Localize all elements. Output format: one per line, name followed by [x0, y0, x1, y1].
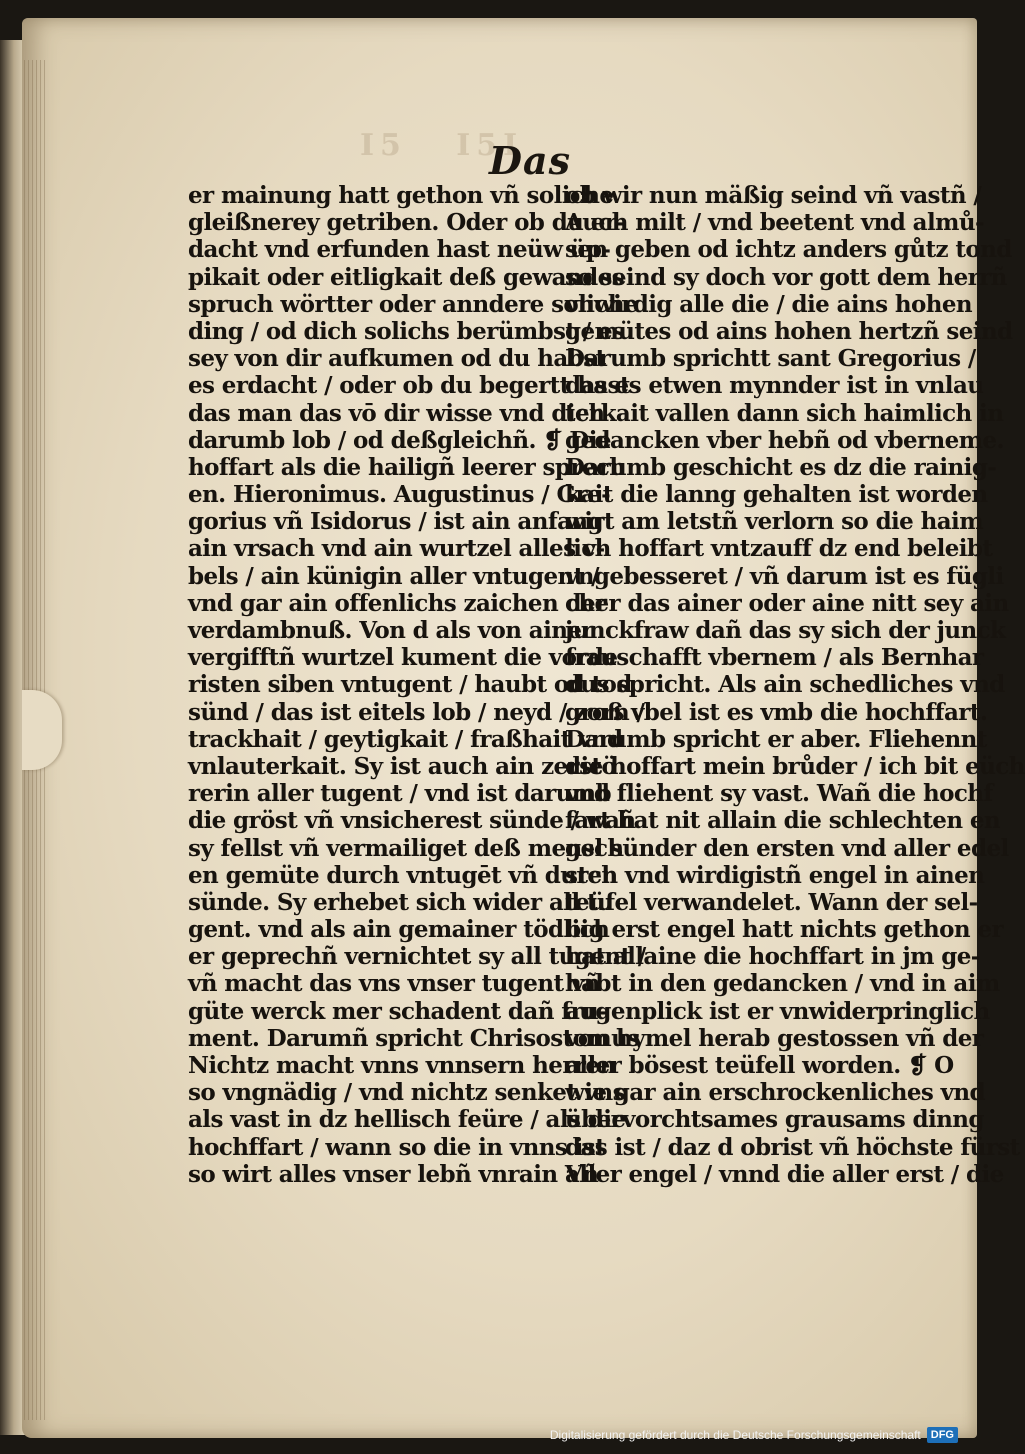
dfg-logo: DFG [927, 1427, 958, 1443]
text-line: aller engel / vnnd die aller erst / die [565, 1160, 1004, 1188]
text-line: vñ macht das vns vnser tugent vñ [188, 970, 600, 998]
text-line: rerin aller tugent / vnd ist darumb [188, 780, 612, 808]
page-tab [22, 690, 62, 770]
text-line: en gemüte durch vntugēt vñ durch [188, 861, 618, 889]
text-line: gel sünder den ersten vnd aller edel [565, 834, 1009, 862]
text-line: sten vnd wirdigistñ engel in ainen [565, 861, 985, 889]
text-line: vnd gar ain offenlichs zaichen der [188, 589, 607, 617]
text-line: sy fellst vñ vermailiget deß mensch [188, 834, 624, 862]
text-line: das es etwen mynnder ist in vnlau [565, 372, 984, 400]
text-line: hat allaine die hochffart in jm ge- [565, 943, 980, 971]
text-line: en. Hieronimus. Augustinus / Gre- [188, 481, 611, 509]
text-column-left [188, 182, 646, 1188]
text-line: vnd fliehent sy vast. Wañ die hochf [565, 780, 993, 808]
text-line: sünde. Sy erhebet sich wider all tu [188, 888, 614, 916]
text-line: risten siben vntugent / haubt od tod [188, 671, 632, 699]
text-line: es erdacht / oder ob du begertt hast [188, 372, 630, 400]
text-line: aller bösest teüfell worden. ❡ O [565, 1052, 954, 1079]
text-line: spruch wörtter oder anndere soliche [188, 290, 638, 318]
text-line: frauschafft vbernem / als Bernhar [565, 644, 984, 672]
text-line: groß vbel ist es vmb die hochffart. [565, 698, 988, 726]
text-line: ment. Darumñ spricht Chrisostomus [188, 1024, 640, 1052]
text-line: er geprechñ vernichtet sy all tugent / [188, 943, 646, 971]
text-line: teüfel verwandelet. Wann der sel- [565, 888, 978, 916]
text-line: fart hat nit allain die schlechten en [565, 807, 1001, 835]
footer-text: Digitalisierung gefördert durch die Deutsche Forschungsgemeinschaft [549, 1428, 921, 1442]
text-line: augenplick ist er vnwiderpringlich [565, 997, 990, 1025]
text-line: vnwirdig alle die / die ains hohen [565, 290, 973, 318]
show-through-text: I5 I5I [360, 128, 524, 163]
text-line: kait die lanng gehalten ist worden [565, 481, 988, 509]
text-line: von hymel herab gestossen vñ der [565, 1024, 984, 1052]
text-line: pikait oder eitligkait deß gewandes [188, 263, 624, 291]
text-line: so vngnädig / vnd nichtz senket vns [188, 1079, 626, 1107]
text-line: Darumb spricht er aber. Fliehennt [565, 725, 987, 753]
text-line: ain vrsach vnd ain wurtzel alles v- [188, 535, 605, 563]
footer-credit [550, 1424, 958, 1446]
text-line: sünd / das ist eitels lob / neyd / zorn / [188, 698, 645, 726]
text-line: verdambnuß. Von d als von ainer [188, 617, 593, 644]
text-line: die gröst vñ vnsicherest sünde / wañ [188, 807, 636, 835]
text-line: das ist / daz d obrist vñ höchste fürst [565, 1133, 1020, 1161]
text-line: Darumb sprichtt sant Gregorius / [565, 345, 976, 373]
text-line: bels / ain künigin aller vntugent / [188, 562, 599, 590]
text-line: cher das ainer oder aine nitt sey ain [565, 589, 1009, 617]
text-line: ob wir nun mäßig seind vñ vastñ / [565, 182, 982, 209]
text-line: vnlauterkait. Sy ist auch ain zerstö [188, 752, 617, 780]
text-line: die hoffart mein brůder / ich bit eüch [565, 752, 1025, 780]
text-line: so wirt alles vnser lebñ vnrain Vñ [188, 1160, 599, 1188]
text-line: übervorchtsames grausams dinng [565, 1106, 984, 1134]
text-line: das man das vō dir wisse vnd dich [188, 399, 605, 427]
running-header: Das [489, 138, 571, 183]
text-line: trackhait / geytigkait / fraßhait vnd [188, 725, 623, 753]
text-line: hochffart / wann so die in vnns ist [188, 1133, 606, 1161]
text-line: er mainung hatt gethon vñ soliche [188, 182, 614, 209]
text-line: dacht vnd erfunden hast neüw üp- [188, 236, 611, 264]
text-line: vngebesseret / vñ darum ist es fügli [565, 562, 1004, 590]
text-line: wirt am letstñ verlorn so die haim [565, 508, 983, 536]
text-line: dus spricht. Als ain schedliches vnd [565, 671, 1005, 699]
text-line: vergifftñ wurtzel kument die vorde [188, 644, 618, 672]
text-line: ding / od dich solichs berümbst / es [188, 317, 625, 345]
text-line: gent. vnd als ain gemainer tödlich [188, 916, 610, 944]
text-line: gedancken vber hebñ od vberneme. [565, 426, 1004, 454]
text-line: gorius vñ Isidorus / ist ain anfang [188, 508, 604, 536]
text-line: big erst engel hatt nichts gethon er [565, 916, 1003, 944]
text-line: habt in den gedancken / vnd in aim [565, 970, 1000, 998]
text-line: sey von dir aufkumen od du habst [188, 345, 606, 373]
text-line: so seind sy doch vor gott dem herrñ [565, 263, 1007, 291]
text-line: junckfraw dañ das sy sich der junck [565, 617, 1006, 644]
text-line: lich hoffart vntzauff dz end beleibt [565, 535, 993, 563]
text-line: gleißnerey getriben. Oder ob du er- [188, 209, 626, 237]
text-line: Darumb geschicht es dz die rainig- [565, 453, 997, 481]
text-line: darumb lob / od deßgleichñ. ❡ Die [188, 426, 611, 454]
text-line: Auch milt / vnd beetent vnd almů- [565, 209, 984, 237]
text-line: terkait vallen dann sich haimlich in [565, 399, 1004, 427]
text-line: hoffart als die hailigñ leerer sprech [188, 453, 626, 481]
text-line: güte werck mer schadent dañ fru- [188, 997, 608, 1025]
text-line: gemütes od ains hohen hertzñ seind [565, 317, 1013, 345]
text-line: wie gar ain erschrockenliches vnd [565, 1079, 985, 1107]
text-line: als vast in dz hellisch feüre / als die [188, 1106, 626, 1134]
text-line: Nichtz macht vnns vnnsern herren [188, 1052, 616, 1079]
text-line: sen geben od ichtz anders gůtz tond [565, 236, 1012, 264]
text-column-right [565, 182, 1025, 1188]
